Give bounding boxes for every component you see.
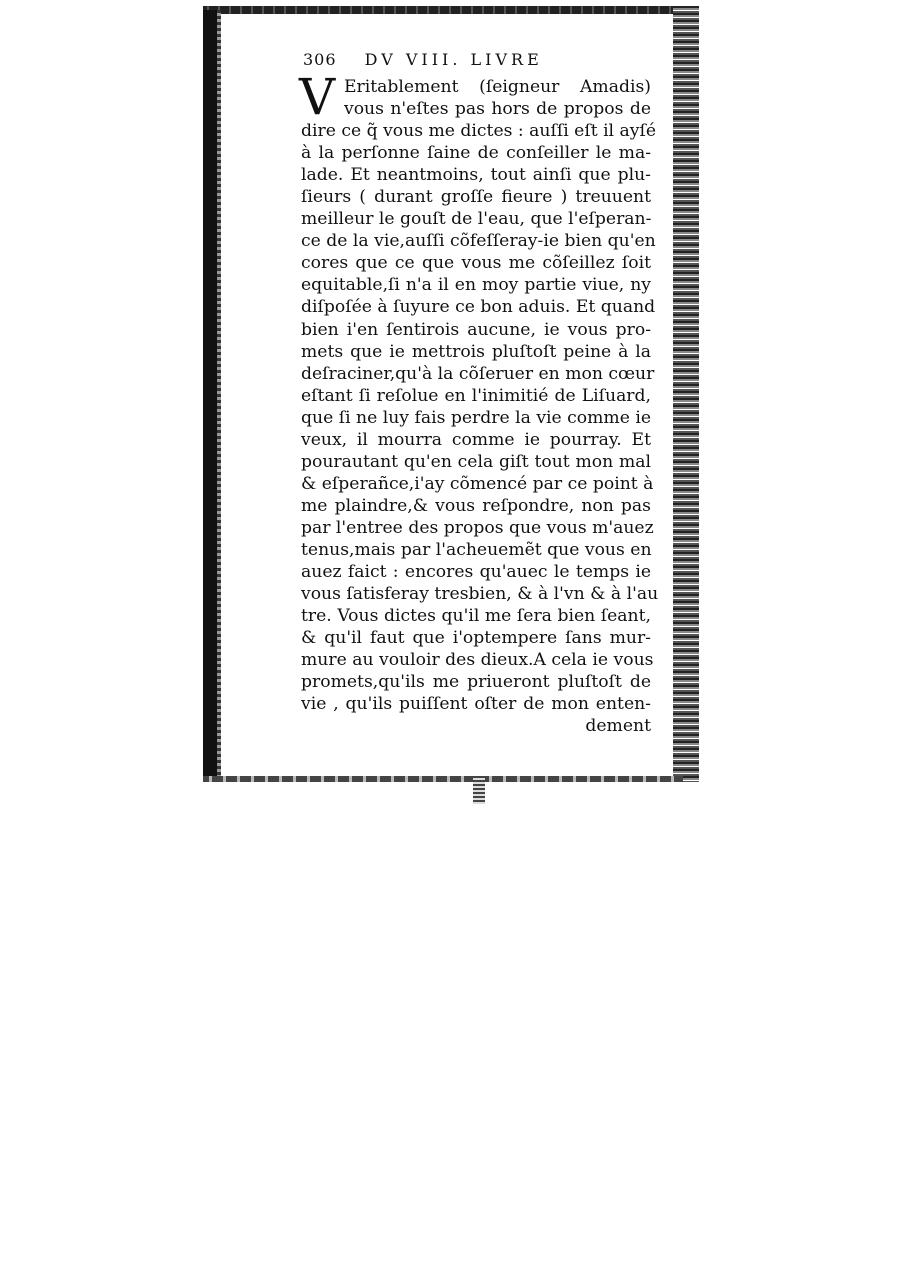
text-line: que ſi ne luy fais perdre la vie comme ie xyxy=(301,407,652,428)
text-line: mure au vouloir des dieux.A cela ie vous xyxy=(301,650,654,671)
fore-edge-tail xyxy=(473,776,485,804)
text-line: & qu'il faut que i'optempere ſans mur- xyxy=(301,628,651,649)
text-line: tenus,mais par l'acheuemẽt que vous en xyxy=(301,539,652,560)
binding-edge-texture xyxy=(217,10,221,782)
scanned-page xyxy=(203,6,698,782)
text-line: ce de la vie,auſſi cõfeſſeray-ie bien qu'en xyxy=(301,231,656,252)
top-page-edge xyxy=(203,6,698,14)
text-line: pourautant qu'en cela giſt tout mon mal xyxy=(301,451,651,472)
text-line: lade. Et neantmoins, tout ainſi que plu- xyxy=(301,165,651,186)
text-line: dement xyxy=(585,716,651,737)
body-text xyxy=(299,68,659,737)
text-line: meilleur le gouſt de l'eau, que l'eſperan- xyxy=(301,209,652,230)
text-line: ſieurs ( durant groſſe fieure ) treuuent xyxy=(301,187,651,208)
text-line: Eritablement (ſeigneur Amadis) xyxy=(344,77,651,97)
text-line: me plaindre,& vous reſpondre, non pas xyxy=(301,495,651,516)
text-line: à la perſonne ſaine de conſeiller le ma- xyxy=(301,143,651,164)
text-line: equitable,ſi n'a il en moy partie viue, ny xyxy=(301,275,651,296)
text-line: cores que ce que vous me cõſeillez ſoit xyxy=(301,253,651,274)
fore-edge xyxy=(673,6,699,782)
page-number: 306 xyxy=(303,50,337,69)
text-lines xyxy=(301,76,659,737)
bottom-page-edge xyxy=(203,776,683,782)
text-line: diſpoſée à ſuyure ce bon aduis. Et quand xyxy=(301,297,656,318)
text-line: par l'entree des propos que vous m'auez xyxy=(301,517,654,538)
text-line: auez faict : encores qu'auec le temps ie xyxy=(301,562,651,583)
page-header xyxy=(303,50,543,69)
text-line: promets,qu'ils me priueront pluſtoſt de xyxy=(301,672,651,693)
running-title: DV VIII. LIVRE xyxy=(364,50,543,69)
text-line: deſraciner,qu'à la cõſeruer en mon cœur xyxy=(301,363,655,384)
text-line: vous ſatisferay tresbien, & à l'vn & à l'au xyxy=(301,584,659,605)
text-line: veux, il mourra comme ie pourray. Et xyxy=(301,429,651,450)
text-line: eſtant ſi reſolue en l'inimitié de Liſuard, xyxy=(301,385,651,406)
text-line: bien i'en ſentirois aucune, ie vous pro- xyxy=(301,319,651,340)
binding-edge xyxy=(203,10,217,782)
text-line: tre. Vous dictes qu'il me ſera bien ſeant, xyxy=(301,606,651,627)
text-line: mets que ie mettrois pluſtoſt peine à la xyxy=(301,341,651,362)
text-line: dire ce q̃ vous me dictes : auſſi eſt il ayſé xyxy=(301,121,657,142)
text-line: & eſperañce,i'ay cõmencé par ce point à xyxy=(301,473,654,494)
drop-cap: V xyxy=(299,68,336,126)
text-line: vie , qu'ils puiſſent oſter de mon enten- xyxy=(301,694,651,715)
text-line: vous n'eſtes pas hors de propos de xyxy=(344,99,651,120)
